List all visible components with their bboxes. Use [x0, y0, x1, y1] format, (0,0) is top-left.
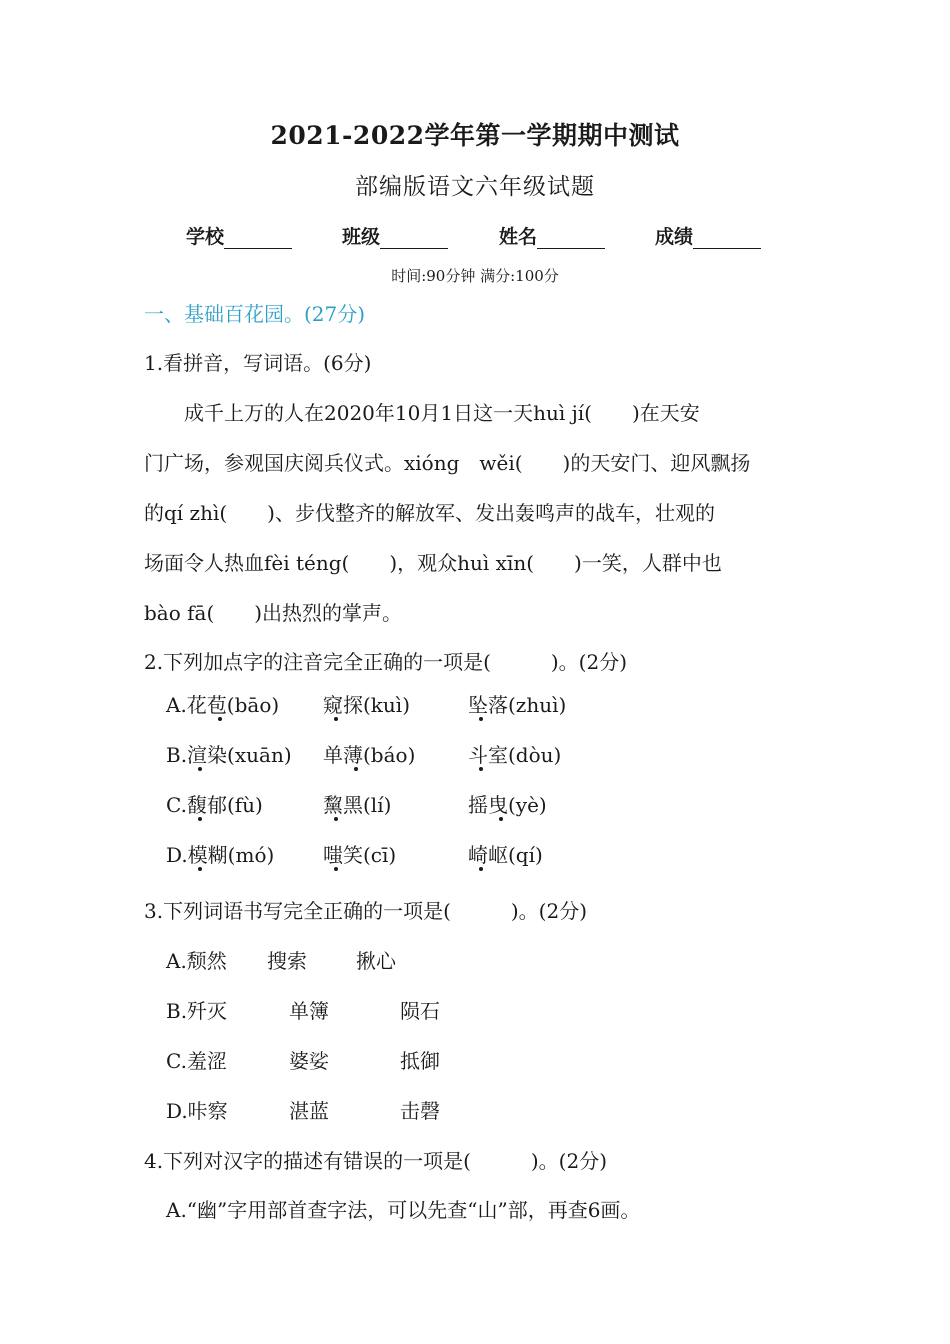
q2-option-b[interactable]	[166, 739, 816, 769]
emphasis-dot	[354, 767, 358, 771]
q3-option-a[interactable]	[166, 945, 816, 975]
q2-a-word-3: 坠落(zhuì)	[468, 693, 567, 717]
emphasis-dot	[499, 817, 503, 821]
emphasis-dot	[198, 867, 202, 871]
q2-a-word-1: A.花苞(bāo)	[166, 693, 280, 717]
q1-line-1: 成千上万的人在2020年10月1日这一天huì jí( )在天安	[144, 401, 700, 425]
question-4-title: 4.下列对汉字的描述有错误的一项是( )。(2分)	[144, 1149, 608, 1173]
q3-option-d[interactable]	[166, 1095, 816, 1125]
name-label: 姓名	[499, 226, 538, 248]
q3-a-word-1: A.颓然	[166, 949, 227, 973]
q3-b-word-2: 单簿	[289, 999, 329, 1023]
emphasis-dot	[479, 867, 483, 871]
exam-subtitle: 部编版语文六年级试题	[355, 174, 595, 200]
school-blank[interactable]	[224, 228, 292, 249]
score-label: 成绩	[655, 226, 694, 248]
q2-a-word-2: 窥探(kuì)	[323, 693, 411, 717]
emphasis-dot	[334, 817, 338, 821]
q4-option-a[interactable]	[166, 1194, 816, 1224]
question-2-title: 2.下列加点字的注音完全正确的一项是( )。(2分)	[144, 650, 628, 674]
class-label: 班级	[342, 226, 381, 248]
score-field[interactable]	[655, 222, 761, 249]
school-label: 学校	[186, 226, 225, 248]
q2-c-word-3: 摇曳(yè)	[468, 793, 547, 817]
exam-title: 2021-2022学年第一学期期中测试	[270, 121, 680, 150]
q3-a-word-2: 搜索	[267, 949, 307, 973]
name-field[interactable]	[499, 222, 605, 249]
q1-line-5: bào fā( )出热烈的掌声。	[144, 601, 403, 625]
emphasis-dot	[334, 867, 338, 871]
q3-d-word-2: 湛蓝	[289, 1099, 329, 1123]
name-blank[interactable]	[537, 228, 605, 249]
class-blank[interactable]	[380, 228, 448, 249]
q3-c-word-3: 抵御	[400, 1049, 440, 1073]
q3-b-word-3: 陨石	[400, 999, 440, 1023]
q2-d-word-2: 嗤笑(cī)	[323, 843, 397, 867]
q3-option-b[interactable]	[166, 995, 816, 1025]
school-field[interactable]	[186, 222, 292, 249]
q2-option-d[interactable]	[166, 839, 816, 869]
q1-line-3: 的qí zhì( )、步伐整齐的解放军、发出轰鸣声的战车，壮观的	[144, 501, 715, 525]
q3-c-word-2: 婆娑	[289, 1049, 329, 1073]
q2-b-word-1: B.渲染(xuān)	[166, 743, 292, 767]
q2-b-word-3: 斗室(dòu)	[468, 743, 562, 767]
question-1-title: 1.看拼音，写词语。(6分)	[144, 351, 372, 375]
q3-option-c[interactable]	[166, 1045, 816, 1075]
q3-b-word-1: B.歼灭	[166, 999, 228, 1023]
q2-c-word-2: 黧黑(lí)	[323, 793, 392, 817]
score-blank[interactable]	[693, 228, 761, 249]
q3-c-word-1: C.羞涩	[166, 1049, 227, 1073]
emphasis-dot	[218, 717, 222, 721]
emphasis-dot	[334, 717, 338, 721]
q2-c-word-1: C.馥郁(fù)	[166, 793, 263, 817]
class-field[interactable]	[342, 222, 448, 249]
q1-line-4: 场面令人热血fèi téng( )，观众huì xīn( )一笑，人群中也	[144, 551, 722, 575]
q3-d-word-1: D.咔察	[166, 1099, 228, 1123]
emphasis-dot	[198, 817, 202, 821]
q2-b-word-2: 单薄(báo)	[323, 743, 416, 767]
time-info: 时间:90分钟 满分:100分	[391, 267, 559, 285]
q2-d-word-1: D.模糊(mó)	[166, 843, 275, 867]
q4-a-text: A.“幽”字用部首查字法，可以先查“山”部，再查6画。	[166, 1198, 641, 1222]
q2-option-c[interactable]	[166, 789, 816, 819]
emphasis-dot	[479, 767, 483, 771]
emphasis-dot	[479, 717, 483, 721]
emphasis-dot	[198, 767, 202, 771]
q3-d-word-3: 击磬	[400, 1099, 440, 1123]
section-heading: 一、基础百花园。(27分)	[144, 302, 366, 326]
q3-a-word-3: 揪心	[356, 949, 396, 973]
q1-line-2: 门广场，参观国庆阅兵仪式。xióng wěi( )的天安门、迎风飘扬	[144, 451, 751, 475]
q2-option-a[interactable]	[166, 689, 816, 719]
q2-d-word-3: 崎岖(qí)	[468, 843, 543, 867]
question-3-title: 3.下列词语书写完全正确的一项是( )。(2分)	[144, 899, 588, 923]
